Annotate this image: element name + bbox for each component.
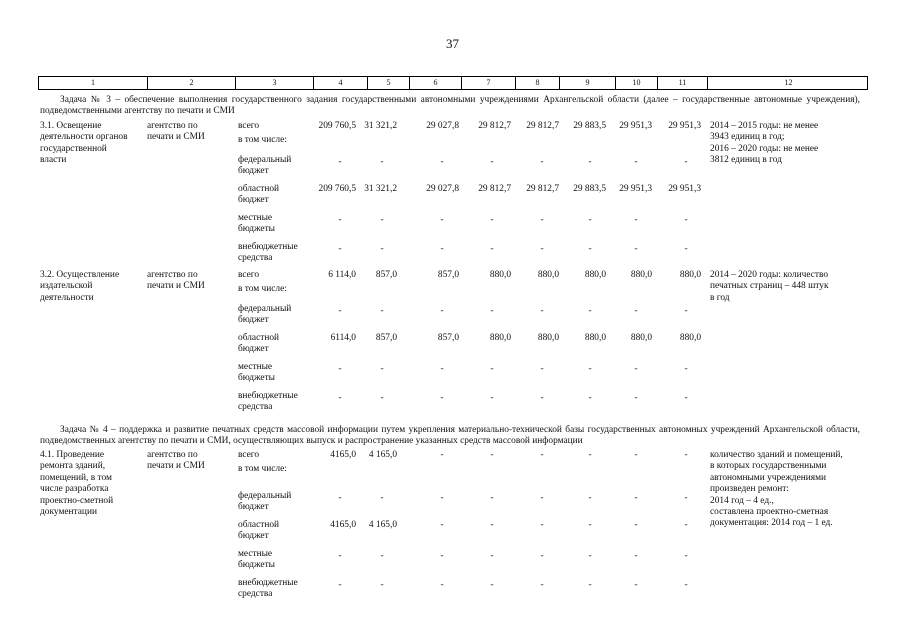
section-2-federal-col-8: -: [540, 306, 544, 316]
header-col-11: 11: [657, 77, 707, 89]
section-2-local-col-11: -: [684, 364, 688, 374]
section-1-extra-col-7: -: [490, 244, 494, 254]
section-3-name-line-4: числе разработка: [40, 484, 109, 495]
header-col-5: 5: [367, 77, 409, 89]
section-1-label-regional-line-1: областной: [238, 184, 280, 194]
section-1-regional-col-10: 29 951,3: [619, 184, 652, 194]
section-2-federal-col-9: -: [588, 306, 592, 316]
section-2-total-col-11: 880,0: [679, 270, 701, 280]
section-3-total-col-5: 4 165,0: [368, 450, 397, 460]
section-3-label-federal-line-2: бюджет: [238, 502, 269, 513]
section-3-local-col-8: -: [540, 551, 544, 561]
section-1-local-col-9: -: [588, 215, 592, 225]
section-1-result-line-4: 3812 единиц в год: [710, 155, 782, 166]
section-2-result-line-2: печатных страниц – 448 штук: [710, 281, 829, 292]
section-1-extra-col-8: -: [540, 244, 544, 254]
section-1-total-col-4: 209 760,5: [318, 121, 356, 131]
section-1-label-extra-line-2: средства: [238, 253, 273, 264]
section-1-federal-col-8: -: [540, 157, 544, 167]
section-3-extra-col-9: -: [588, 580, 592, 590]
section-2-local-col-10: -: [634, 364, 638, 374]
section-3-regional-col-7: -: [490, 520, 494, 530]
section-1-federal-col-7: -: [490, 157, 494, 167]
section-3-extra-col-8: -: [540, 580, 544, 590]
section-2-label-extra-line-1: внебюджетные: [238, 391, 298, 401]
section-1-total-col-6: 29 027,8: [426, 121, 459, 131]
section-3-result-line-7: документация: 2014 год – 1 ед.: [710, 518, 833, 529]
section-1-total-col-5: 31 321,2: [364, 121, 397, 131]
section-2-label-total: всего: [238, 270, 260, 280]
section-2-local-col-8: -: [540, 364, 544, 374]
section-1-total-col-8: 29 812,7: [526, 121, 559, 131]
header-col-1: 1: [91, 78, 95, 87]
section-1-local-col-8: -: [540, 215, 544, 225]
page-number: 37: [446, 36, 459, 51]
section-3-label-local-line-2: бюджеты: [238, 560, 275, 571]
section-2-label-including: в том числе:: [238, 284, 287, 294]
section-2-extra-col-4: -: [338, 393, 342, 403]
section-3-label-including: в том числе:: [238, 464, 287, 474]
section-1-regional-col-5: 31 321,2: [364, 184, 397, 194]
section-1-total-col-7: 29 812,7: [478, 121, 511, 131]
section-1-label-local-line-1: местные: [238, 213, 273, 223]
section-2-local-col-4: -: [338, 364, 342, 374]
section-3-name-line-5: проектно-сметной: [40, 495, 114, 506]
section-2-regional-col-8: 880,0: [537, 333, 559, 343]
section-1-name-line-1: 3.1. Освещение: [40, 121, 102, 131]
section-1-federal-col-9: -: [588, 157, 592, 167]
section-3-name-line-2: ремонта зданий,: [40, 461, 106, 472]
section-3-extra-col-4: -: [338, 580, 342, 590]
section-2-label-extra-line-2: средства: [238, 402, 273, 413]
section-2-result-line-1: 2014 – 2020 годы: количество: [710, 270, 829, 280]
section-1-local-col-5: -: [380, 215, 384, 225]
section-3-regional-col-10: -: [634, 520, 638, 530]
section-3-local-col-9: -: [588, 551, 592, 561]
section-3-local-col-10: -: [634, 551, 638, 561]
section-2-federal-col-6: -: [440, 306, 444, 316]
section-1-executor-line-1: агентство по: [147, 121, 198, 131]
section-2-regional-col-7: 880,0: [489, 333, 511, 343]
section-1-label-federal-line-1: федеральный: [238, 155, 292, 165]
section-2-local-col-5: -: [380, 364, 384, 374]
section-2-extra-col-5: -: [380, 393, 384, 403]
section-2-result-line-3: в год: [710, 292, 730, 303]
section-1-executor-line-2: печати и СМИ: [147, 132, 205, 143]
section-3-regional-col-5: 4 165,0: [368, 520, 397, 530]
section-1-extra-col-4: -: [338, 244, 342, 254]
section-2-extra-col-11: -: [684, 393, 688, 403]
section-3-name-line-3: помещений, в том: [40, 472, 112, 483]
section-1-extra-col-9: -: [588, 244, 592, 254]
header-col-12: 12: [707, 77, 869, 89]
section-2-total-col-9: 880,0: [584, 270, 606, 280]
section-2-executor-line-1: агентство по: [147, 270, 198, 280]
section-2-total-col-8: 880,0: [537, 270, 559, 280]
section-2-extra-col-9: -: [588, 393, 592, 403]
header-col-2: 2: [147, 77, 235, 89]
header-col-9: 9: [559, 77, 615, 89]
section-3-regional-col-11: -: [684, 520, 688, 530]
section-3-result-line-3: автономными учреждениями: [710, 472, 827, 483]
section-1-label-regional-line-2: бюджет: [238, 195, 269, 206]
section-2-local-col-9: -: [588, 364, 592, 374]
section-1-federal-col-4: -: [338, 157, 342, 167]
section-2-regional-col-9: 880,0: [584, 333, 606, 343]
section-1-extra-col-10: -: [634, 244, 638, 254]
section-2-label-regional-line-1: областной: [238, 333, 280, 343]
section-2-total-col-4: 6 114,0: [328, 270, 356, 280]
section-1-result-line-2: 3943 единиц в год;: [710, 132, 785, 143]
section-3-result-line-6: составлена проектно-сметная: [710, 507, 829, 517]
section-3-executor-line-1: агентство по: [147, 450, 198, 460]
section-2-regional-col-6: 857,0: [437, 333, 459, 343]
section-1-label-including: в том числе:: [238, 135, 287, 145]
section-2-regional-col-10: 880,0: [630, 333, 652, 343]
header-col-7: 7: [461, 77, 515, 89]
section-3-label-regional-line-2: бюджет: [238, 531, 269, 542]
section-1-regional-col-6: 29 027,8: [426, 184, 459, 194]
section-2-total-col-6: 857,0: [437, 270, 459, 280]
section-2-extra-col-8: -: [540, 393, 544, 403]
section-2-extra-col-7: -: [490, 393, 494, 403]
section-3-federal-col-9: -: [588, 493, 592, 503]
section-1-regional-col-8: 29 812,7: [526, 184, 559, 194]
task-3-heading: Задача № 3 – обеспечение выполнения государственного задания государственными автономными учреждениями Архангельской области (далее – государственные автономные учреждения), подведомственными агентству по печати и СМИ: [40, 95, 860, 117]
section-2-regional-col-5: 857,0: [375, 333, 397, 343]
section-3-local-col-7: -: [490, 551, 494, 561]
section-1-regional-col-7: 29 812,7: [478, 184, 511, 194]
section-2-total-col-10: 880,0: [630, 270, 652, 280]
section-1-name-line-2: деятельности органов: [40, 132, 128, 143]
section-3-label-total: всего: [238, 450, 260, 460]
section-1-label-total: всего: [238, 121, 260, 131]
section-1-federal-col-10: -: [634, 157, 638, 167]
section-3-federal-col-4: -: [338, 493, 342, 503]
section-3-federal-col-8: -: [540, 493, 544, 503]
section-2-label-local-line-2: бюджеты: [238, 373, 275, 384]
section-3-local-col-6: -: [440, 551, 444, 561]
section-3-total-col-11: -: [684, 450, 688, 460]
section-3-local-col-4: -: [338, 551, 342, 561]
section-1-federal-col-5: -: [380, 157, 384, 167]
section-3-executor-line-2: печати и СМИ: [147, 461, 205, 472]
section-3-label-federal-line-1: федеральный: [238, 491, 292, 501]
section-2-label-federal-line-1: федеральный: [238, 304, 292, 314]
section-3-result-line-2: в которых государственными: [710, 461, 827, 472]
section-3-local-col-11: -: [684, 551, 688, 561]
section-3-total-col-10: -: [634, 450, 638, 460]
section-1-label-local-line-2: бюджеты: [238, 224, 275, 235]
section-2-federal-col-11: -: [684, 306, 688, 316]
section-2-local-col-7: -: [490, 364, 494, 374]
section-1-name-line-4: власти: [40, 155, 67, 166]
section-1-result-line-3: 2016 – 2020 годы: не менее: [710, 143, 819, 154]
task-4-heading: Задача № 4 – поддержка и развитие печатных средств массовой информации путем укрепления материально-технической базы государственных автономных учреждений Архангельской области, подведомственных агентству по печати и СМИ, осуществляющих выпуск и распространение указанных средств массовой информации: [40, 425, 860, 447]
section-1-local-col-7: -: [490, 215, 494, 225]
section-2-regional-col-11: 880,0: [679, 333, 701, 343]
section-1-local-col-11: -: [684, 215, 688, 225]
header-col-10: 10: [615, 77, 657, 89]
section-1-label-federal-line-2: бюджет: [238, 166, 269, 177]
section-1-extra-col-6: -: [440, 244, 444, 254]
section-3-total-col-7: -: [490, 450, 494, 460]
section-3-federal-col-11: -: [684, 493, 688, 503]
section-2-label-federal-line-2: бюджет: [238, 315, 269, 326]
section-2-regional-col-4: 6114,0: [330, 333, 356, 343]
header-col-3: 3: [235, 77, 313, 89]
section-1-local-col-6: -: [440, 215, 444, 225]
section-2-federal-col-7: -: [490, 306, 494, 316]
section-3-extra-col-11: -: [684, 580, 688, 590]
section-1-extra-col-11: -: [684, 244, 688, 254]
section-2-federal-col-10: -: [634, 306, 638, 316]
section-1-regional-col-9: 29 883,5: [573, 184, 606, 194]
section-3-extra-col-5: -: [380, 580, 384, 590]
section-1-label-extra-line-1: внебюджетные: [238, 242, 298, 252]
section-2-label-regional-line-2: бюджет: [238, 344, 269, 355]
section-3-result-line-4: произведен ремонт:: [710, 484, 790, 495]
section-2-total-col-7: 880,0: [489, 270, 511, 280]
section-2-name-line-3: деятельности: [40, 292, 94, 303]
section-3-regional-col-6: -: [440, 520, 444, 530]
section-3-federal-col-6: -: [440, 493, 444, 503]
section-3-total-col-8: -: [540, 450, 544, 460]
section-3-regional-col-9: -: [588, 520, 592, 530]
section-1-local-col-4: -: [338, 215, 342, 225]
section-2-label-local-line-1: местные: [238, 362, 273, 372]
section-3-federal-col-10: -: [634, 493, 638, 503]
section-1-federal-col-11: -: [684, 157, 688, 167]
section-1-extra-col-5: -: [380, 244, 384, 254]
section-2-total-col-5: 857,0: [375, 270, 397, 280]
header-col-4: 4: [313, 77, 367, 89]
section-2-name-line-2: издательской: [40, 281, 93, 292]
section-1-name-line-3: государственной: [40, 143, 107, 154]
section-2-local-col-6: -: [440, 364, 444, 374]
section-3-local-col-5: -: [380, 551, 384, 561]
section-1-total-col-9: 29 883,5: [573, 121, 606, 131]
section-3-extra-col-6: -: [440, 580, 444, 590]
section-1-federal-col-6: -: [440, 157, 444, 167]
section-2-name-line-1: 3.2. Осуществление: [40, 270, 120, 280]
section-3-label-extra-line-2: средства: [238, 589, 273, 600]
section-1-total-col-10: 29 951,3: [619, 121, 652, 131]
section-1-result-line-1: 2014 – 2015 годы: не менее: [710, 121, 819, 131]
section-2-extra-col-10: -: [634, 393, 638, 403]
section-3-extra-col-7: -: [490, 580, 494, 590]
section-1-regional-col-4: 209 760,5: [318, 184, 356, 194]
section-3-label-extra-line-1: внебюджетные: [238, 578, 298, 588]
section-2-extra-col-6: -: [440, 393, 444, 403]
section-1-regional-col-11: 29 951,3: [668, 184, 701, 194]
section-3-total-col-6: -: [440, 450, 444, 460]
section-1-local-col-10: -: [634, 215, 638, 225]
section-3-result-line-5: 2014 год – 4 ед.,: [710, 495, 774, 506]
section-2-executor-line-2: печати и СМИ: [147, 281, 205, 292]
section-2-federal-col-5: -: [380, 306, 384, 316]
section-3-total-col-4: 4165,0: [330, 450, 356, 460]
section-3-federal-col-7: -: [490, 493, 494, 503]
section-3-label-local-line-1: местные: [238, 549, 273, 559]
section-3-extra-col-10: -: [634, 580, 638, 590]
section-3-name-line-1: 4.1. Проведение: [40, 450, 105, 460]
header-col-8: 8: [515, 77, 559, 89]
section-3-result-line-1: количество зданий и помещений,: [710, 450, 843, 460]
header-col-6: 6: [409, 77, 461, 89]
section-2-federal-col-4: -: [338, 306, 342, 316]
section-3-regional-col-8: -: [540, 520, 544, 530]
section-3-regional-col-4: 4165,0: [330, 520, 356, 530]
section-3-total-col-9: -: [588, 450, 592, 460]
section-3-federal-col-5: -: [380, 493, 384, 503]
table-header-row: [38, 76, 868, 90]
section-3-name-line-6: документации: [40, 507, 97, 517]
section-1-total-col-11: 29 951,3: [668, 121, 701, 131]
section-3-label-regional-line-1: областной: [238, 520, 280, 530]
